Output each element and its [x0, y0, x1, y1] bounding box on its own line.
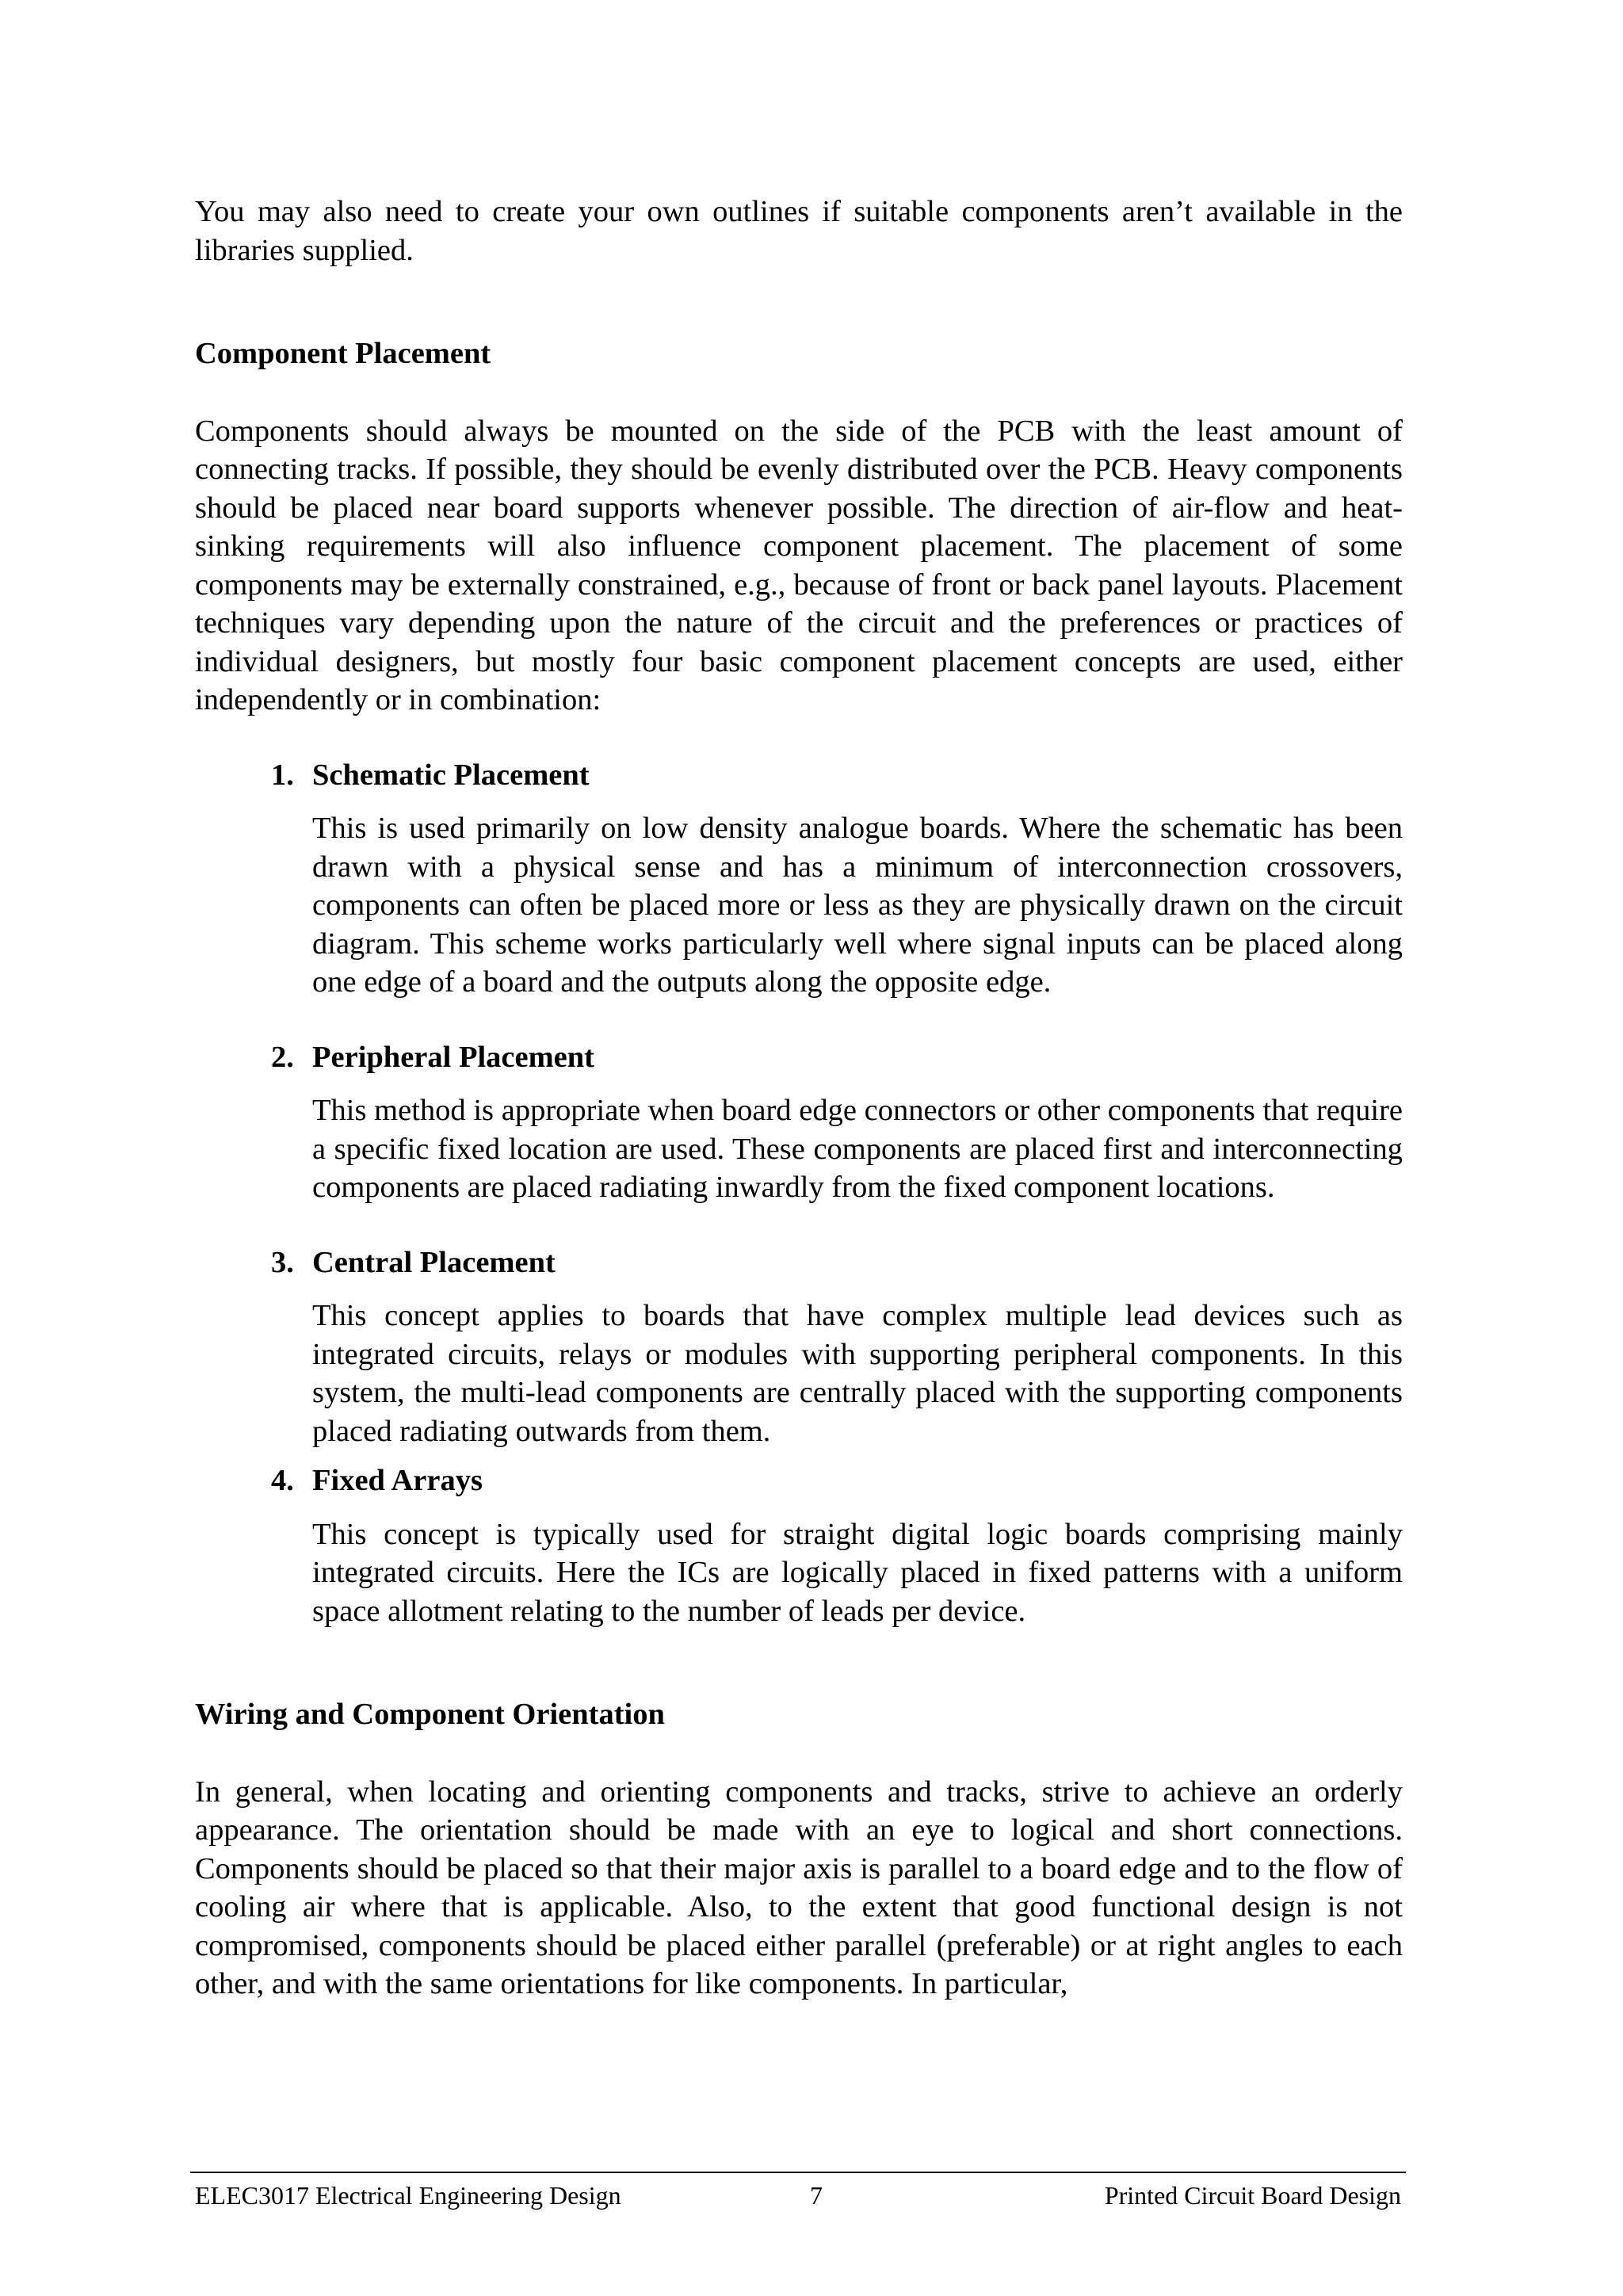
list-item-title: Peripheral Placement — [312, 1040, 594, 1074]
list-item-text: This is used primarily on low density analogue boards. Where the schematic has been drawn with a physical sense and has a minimum of interconnection crossovers, components can often be placed more or less as they are physically drawn on the circuit diagram. This scheme works particularly well where signal inputs can be placed along one edge of a board and the outputs along the opposite edge. — [312, 812, 1403, 999]
page-footer — [190, 2172, 1406, 2210]
footer-document-title: Printed Circuit Board Design — [1104, 2181, 1401, 2210]
wiring-orientation-heading: Wiring and Component Orientation — [195, 1698, 665, 1731]
list-item-title: Fixed Arrays — [312, 1464, 483, 1497]
list-item-text: This concept is typically used for straight digital logic boards comprising mainly integrated circuits. Here the ICs are logically placed in fixed patterns with a uniform space allotment relating to the number of leads per device. — [312, 1517, 1403, 1628]
placement-concepts-list — [195, 756, 1403, 1631]
component-placement-heading: Component Placement — [195, 337, 491, 370]
list-item-text: This method is appropriate when board edge connectors or other components that require a specific fixed location are used. These components are placed first and interconnecting components are placed radiating inwardly from the fixed component locations. — [312, 1094, 1403, 1204]
list-item-peripheral-placement — [195, 1038, 1403, 1207]
component-placement-paragraph: Components should always be mounted on the side of the PCB with the least amount of connecting tracks. If possible, they should be evenly distributed over the PCB. Heavy components should be placed near board supports whenever possible. The direction of air-flow and heat-sinking requirements will also influence component placement. The placement of some components may be externally constrained, e.g., because of front or back panel layouts. Placement techniques vary depending upon the nature of the circuit and the preferences or practices of individual designers, but mostly four basic component placement concepts are used, either independently or in combination: — [195, 414, 1403, 716]
list-item-number: 4. — [271, 1464, 294, 1497]
list-item-number: 2. — [271, 1040, 294, 1074]
wiring-orientation-paragraph: In general, when locating and orienting components and tracks, strive to achieve an orderly appearance. The orientation should be made with an eye to logical and short connections. Components should be placed so that their major axis is parallel to a board edge and to the flow of cooling air where that is applicable. Also, to the extent that good functional design is not compromised, components should be placed either parallel (preferable) or at right angles to each other, and with the same orientations for like components. In particular, — [195, 1775, 1403, 2000]
list-item-number: 3. — [271, 1245, 294, 1279]
page-content — [195, 193, 1403, 2004]
list-item-title: Schematic Placement — [312, 758, 590, 792]
list-item-number: 1. — [271, 758, 294, 792]
list-item-fixed-arrays — [195, 1461, 1403, 1630]
list-item-central-placement — [195, 1244, 1403, 1451]
list-item-text: This concept applies to boards that have complex multiple lead devices such as integrated circuits, relays or modules with supporting peripheral components. In this system, the multi-lead components are centrally placed with the supporting components placed radiating outwards from them. — [312, 1299, 1403, 1448]
list-item-schematic-placement — [195, 756, 1403, 1002]
intro-paragraph: You may also need to create your own outlines if suitable components aren’t available in the libraries supplied. — [195, 195, 1403, 267]
footer-course-title: ELEC3017 Electrical Engineering Design — [195, 2181, 621, 2210]
list-item-title: Central Placement — [312, 1245, 556, 1279]
footer-page-number: 7 — [810, 2181, 823, 2210]
